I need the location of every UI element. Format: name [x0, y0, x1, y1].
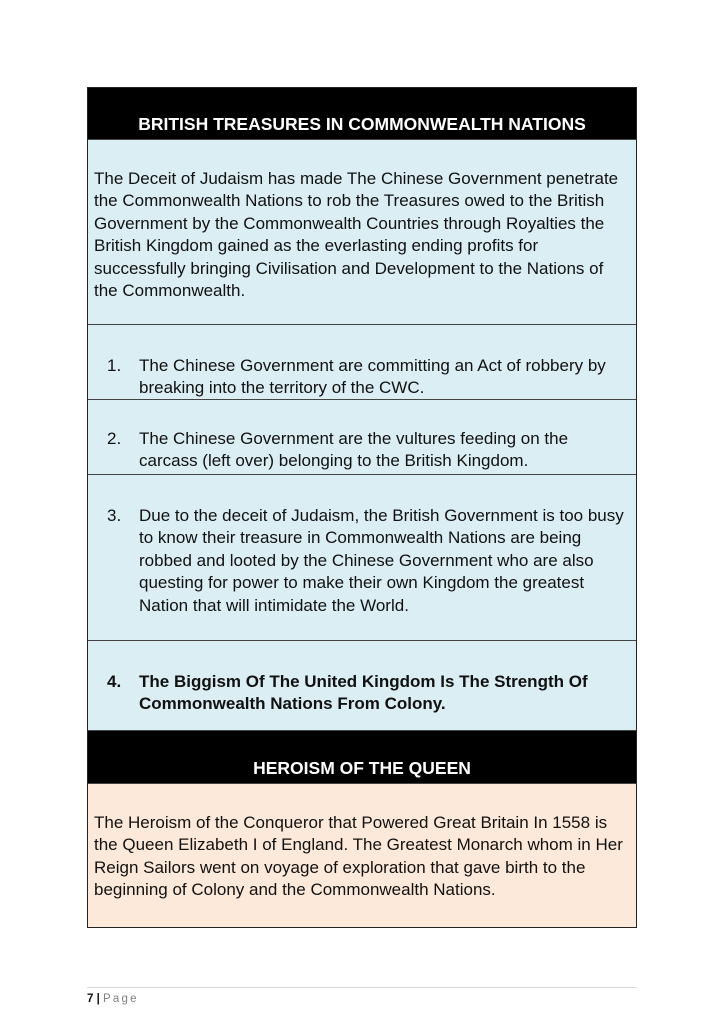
list-text: The Chinese Government are the vultures feeding on the carcass (left over) belonging to the British Kingdom. — [139, 429, 569, 471]
footer-divider — [87, 987, 637, 988]
list-text: The Biggism Of The United Kingdom Is The Strength Of Commonwealth Nations From Colony. — [139, 672, 588, 714]
section-heading-heroism — [88, 731, 636, 784]
list-text: Due to the deceit of Judaism, the British Government is too busy to know their treasure in Commonwealth Nations are being robbed and looted by the Chinese Government who are also questing for power to make their own Kingdom the greatest Nation that will intimidate the World. — [139, 506, 624, 615]
list-number: 1. — [107, 356, 122, 375]
list-number: 4. — [107, 672, 122, 691]
list-item-1 — [88, 325, 636, 400]
list-item-2 — [88, 400, 636, 475]
page-footer — [87, 993, 139, 1005]
list-number: 3. — [107, 506, 122, 525]
section-heading-text: BRITISH TREASURES IN COMMONWEALTH NATIONS — [138, 114, 586, 134]
page-label: Page — [103, 993, 139, 1005]
content-table — [87, 87, 637, 928]
footer-separator: | — [96, 993, 100, 1005]
list-item-4 — [88, 641, 636, 731]
heroism-paragraph: The Heroism of the Conqueror that Powered Great Britain In 1558 is the Queen Elizabeth I of England. The Greatest Monarch whom in Her Reign Sailors went on voyage of exploration that gave birth to the beginning of Colony and the Commonwealth Nations. — [88, 784, 636, 927]
section-heading-text: HEROISM OF THE QUEEN — [253, 758, 471, 778]
page-number: 7 — [87, 993, 94, 1005]
intro-paragraph: The Deceit of Judaism has made The Chinese Government penetrate the Commonwealth Nations to rob the Treasures owed to the British Government by the Commonwealth Countries through Royalties the British Kingdom gained as the everlasting ending profits for successfully bringing Civilisation and Development to the Nations of the Commonwealth. — [88, 140, 636, 325]
list-number: 2. — [107, 429, 122, 448]
list-item-3 — [88, 475, 636, 641]
list-text: The Chinese Government are committing an Act of robbery by breaking into the territory of the CWC. — [139, 356, 606, 398]
section-heading-british-treasures — [88, 88, 636, 140]
